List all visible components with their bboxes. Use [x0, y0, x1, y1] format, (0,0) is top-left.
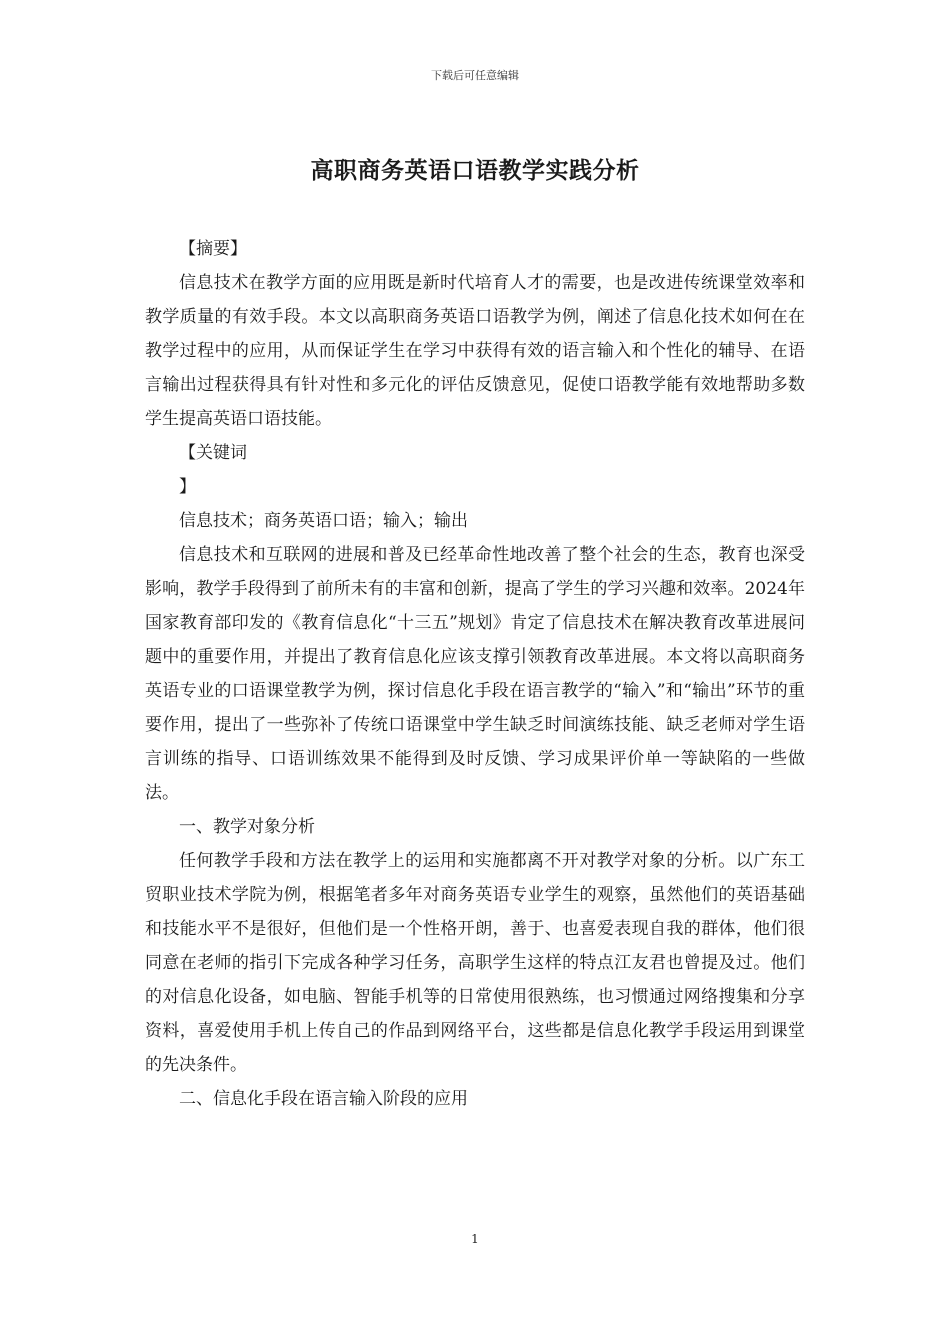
keywords-list: 信息技术；商务英语口语；输入；输出	[179, 511, 468, 531]
section-heading: 一、教学对象分析	[179, 817, 315, 837]
section-heading: 二、信息化手段在语言输入阶段的应用	[179, 1089, 468, 1109]
header-note: 下载后可任意编辑	[431, 69, 519, 82]
abstract-label: 【摘要】	[179, 239, 247, 259]
keywords-label-close: 】	[179, 477, 196, 497]
page-number: 1	[471, 1232, 479, 1246]
document-title: 高职商务英语口语教学实践分析	[310, 157, 640, 184]
keywords-label: 【关键词	[179, 443, 247, 463]
section-paragraph: 任何教学手段和方法在教学上的运用和实施都离不开对教学对象的分析。以广东工贸职业技术学院为例，根据笔者多年对商务英语专业学生的观察，虽然他们的英语基础和技能水平不是很好，但他们是一个性格开朗，善于、也喜爱表现自我的群体，他们很同意在老师的指引下完成各种学习任务，高职学生这样的特点江友君也曾提及过。他们的对信息化设备，如电脑、智能手机等的日常使用很熟练，也习惯通过网络搜集和分享资料，喜爱使用手机上传自己的作品到网络平台，这些都是信息化教学手段运用到课堂的先决条件。	[145, 851, 805, 1075]
document-body	[145, 232, 805, 1116]
intro-paragraph: 信息技术和互联网的进展和普及已经革命性地改善了整个社会的生态，教育也深受影响，教学手段得到了前所未有的丰富和创新，提高了学生的学习兴趣和效率。2024年国家教育部印发的《教育信息化“十三五”规划》肯定了信息技术在解决教育改革进展问题中的重要作用，并提出了教育信息化应该支撑引领教育改革进展。本文将以高职商务英语专业的口语课堂教学为例，探讨信息化手段在语言教学的“输入”和“输出”环节的重要作用，提出了一些弥补了传统口语课堂中学生缺乏时间演练技能、缺乏老师对学生语言训练的指导、口语训练效果不能得到及时反馈、学习成果评价单一等缺陷的一些做法。	[145, 545, 805, 803]
abstract-paragraph: 信息技术在教学方面的应用既是新时代培育人才的需要，也是改进传统课堂效率和教学质量的有效手段。本文以高职商务英语口语教学为例，阐述了信息化技术如何在在教学过程中的应用，从而保证学生在学习中获得有效的语言输入和个性化的辅导、在语言输出过程获得具有针对性和多元化的评估反馈意见，促使口语教学能有效地帮助多数学生提高英语口语技能。	[145, 273, 805, 429]
